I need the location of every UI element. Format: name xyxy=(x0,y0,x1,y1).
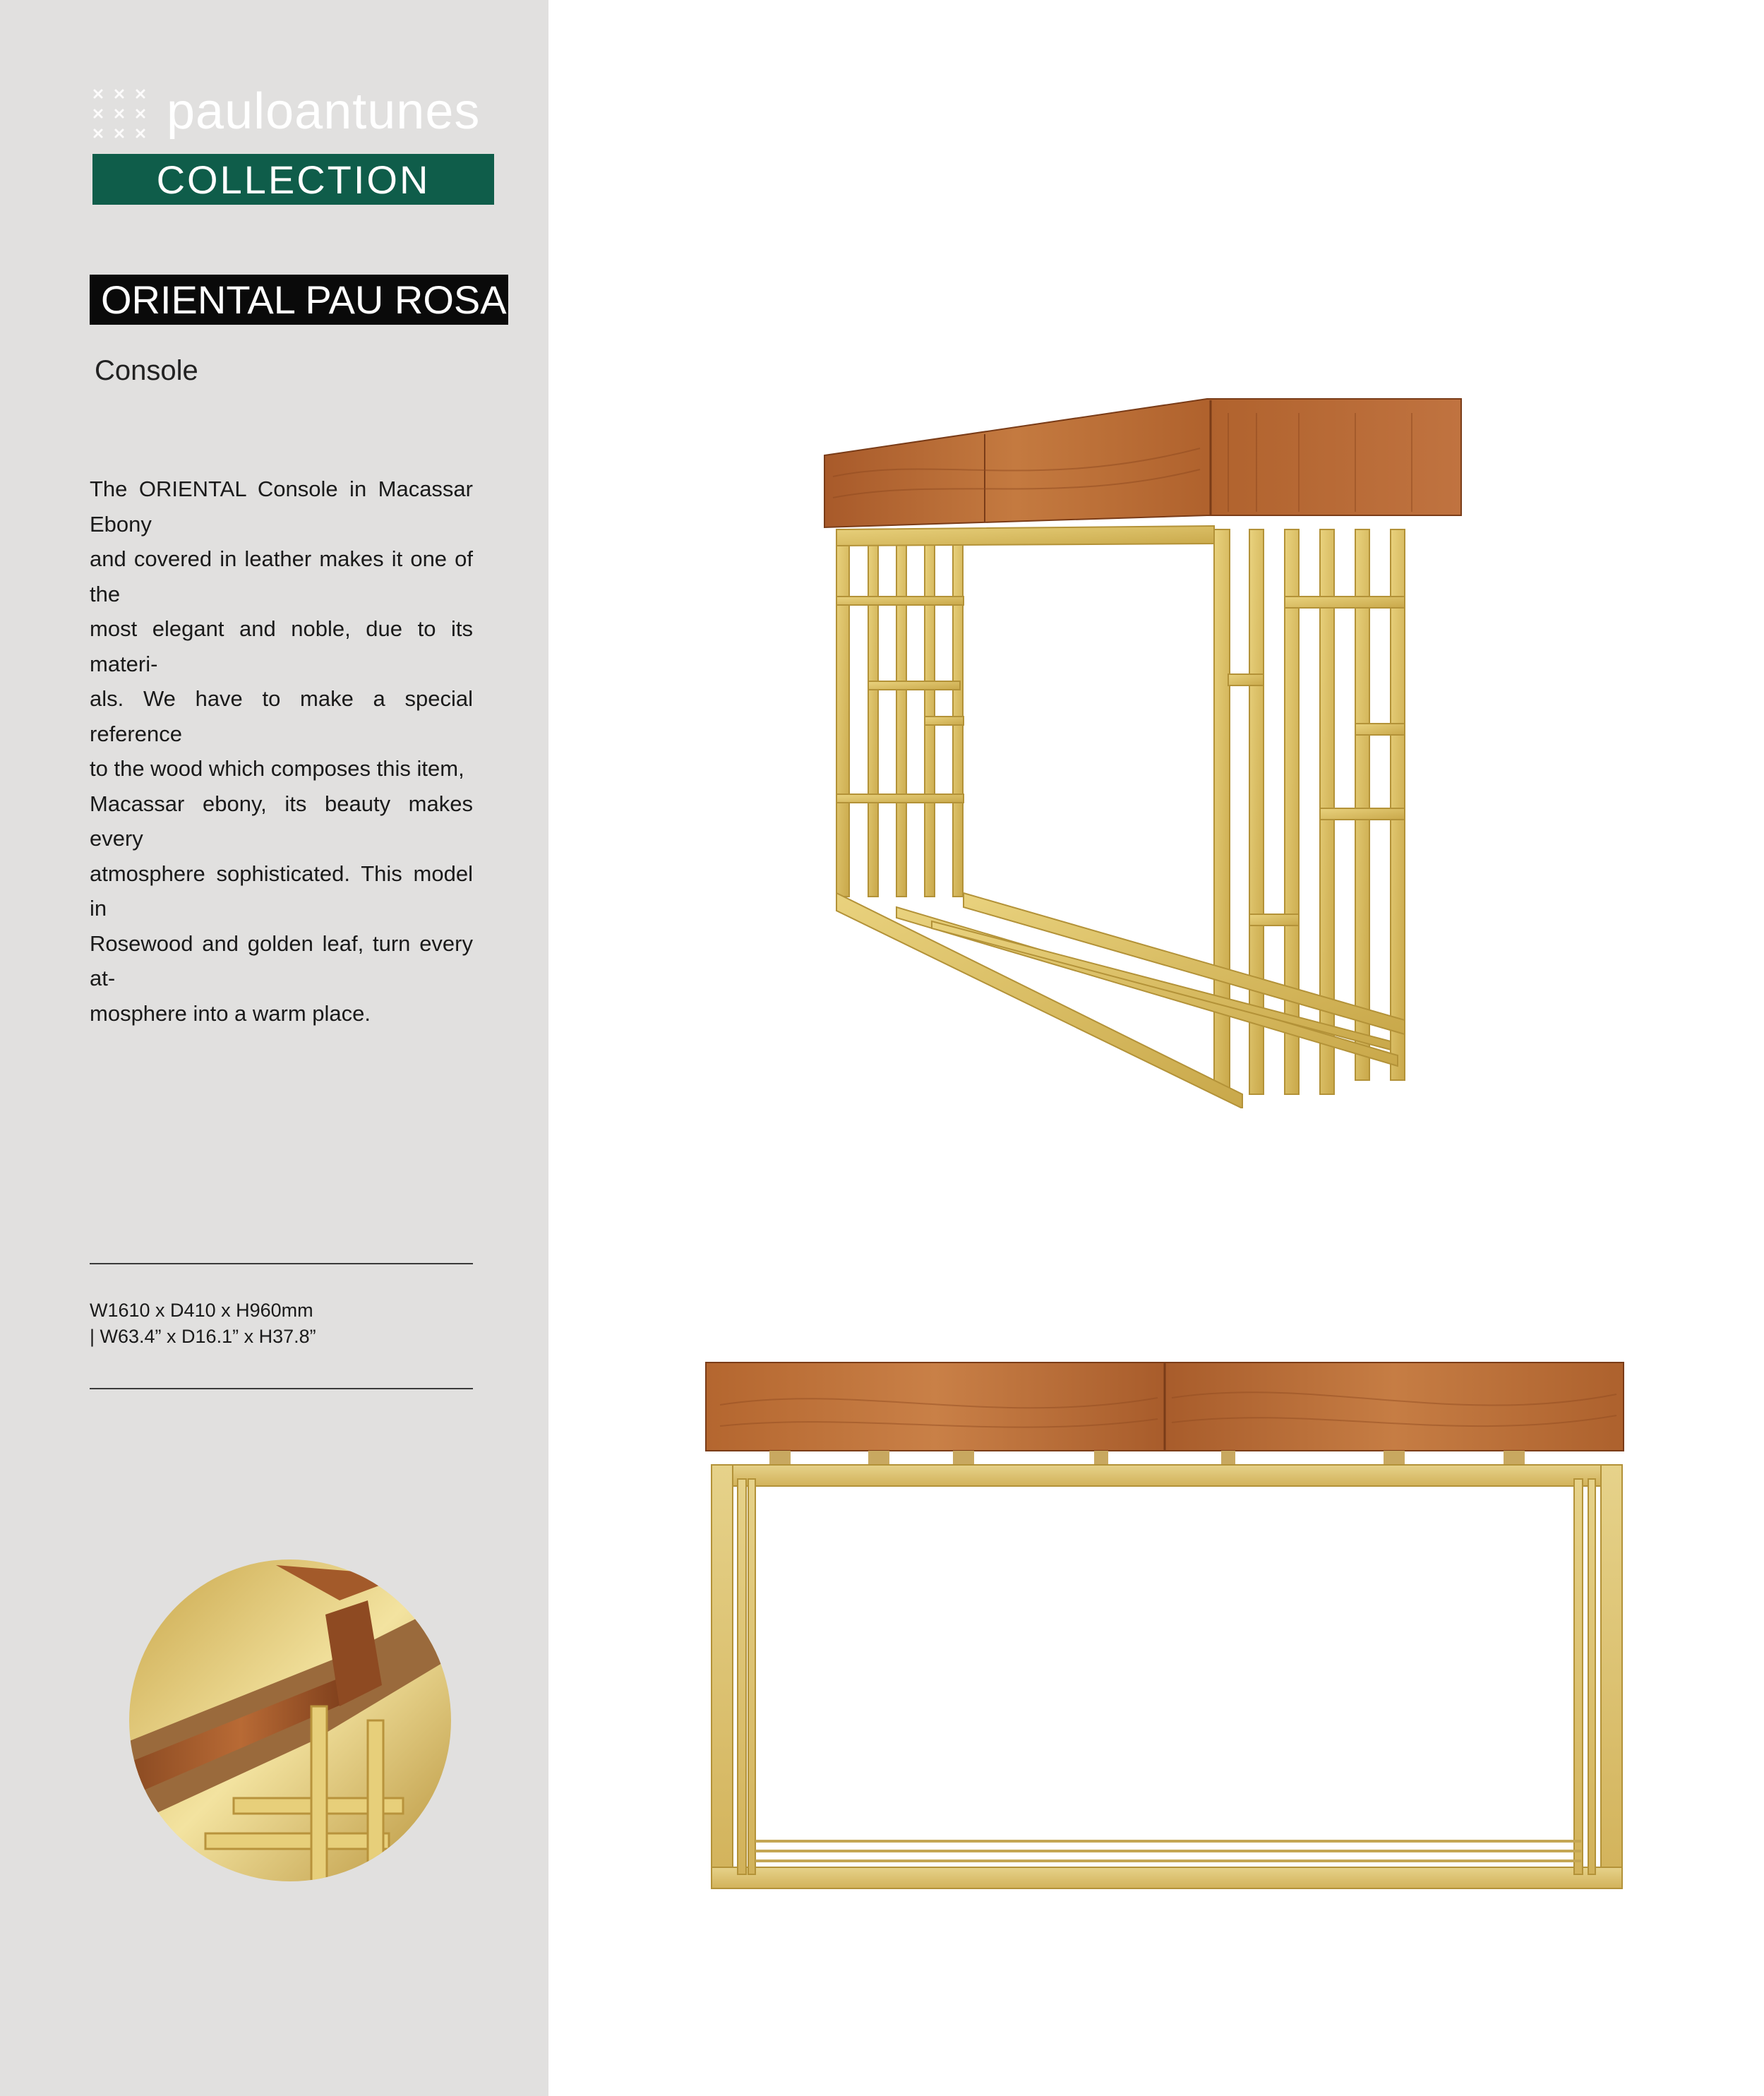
collection-label: COLLECTION xyxy=(92,154,494,205)
product-photo-front xyxy=(678,1327,1641,1906)
dimensions xyxy=(90,1298,316,1350)
product-type: Console xyxy=(95,355,198,386)
description-line: to the wood which composes this item, xyxy=(90,756,464,781)
sidebar xyxy=(0,0,548,2096)
product-photo-perspective xyxy=(791,385,1468,1108)
product-description xyxy=(90,472,473,1031)
brand-name: pauloantunes xyxy=(167,83,481,140)
brand-logo xyxy=(90,83,514,147)
description-line: most elegant and noble, due to its materi- xyxy=(90,616,473,676)
description-line: mosphere into a warm place. xyxy=(90,1000,371,1026)
dimensions-in: | W63.4” x D16.1” x H37.8” xyxy=(90,1326,316,1347)
description-line: als. We have to make a special reference xyxy=(90,686,473,746)
divider-bottom xyxy=(90,1388,473,1389)
dimensions-mm: W1610 x D410 x H960mm xyxy=(90,1300,313,1321)
description-line: atmosphere sophisticated. This model in xyxy=(90,861,473,921)
detail-photo xyxy=(128,1558,452,1883)
description-line: Rosewood and golden leaf, turn every at- xyxy=(90,930,473,990)
divider-top xyxy=(90,1263,473,1264)
product-title: ORIENTAL PAU ROSA xyxy=(90,275,508,325)
description-line: Macassar ebony, its beauty makes every xyxy=(90,791,473,851)
x-grid-icon xyxy=(90,86,150,143)
description-line: The ORIENTAL Console in Macassar Ebony xyxy=(90,477,473,537)
description-line: and covered in leather makes it one of the xyxy=(90,546,473,606)
